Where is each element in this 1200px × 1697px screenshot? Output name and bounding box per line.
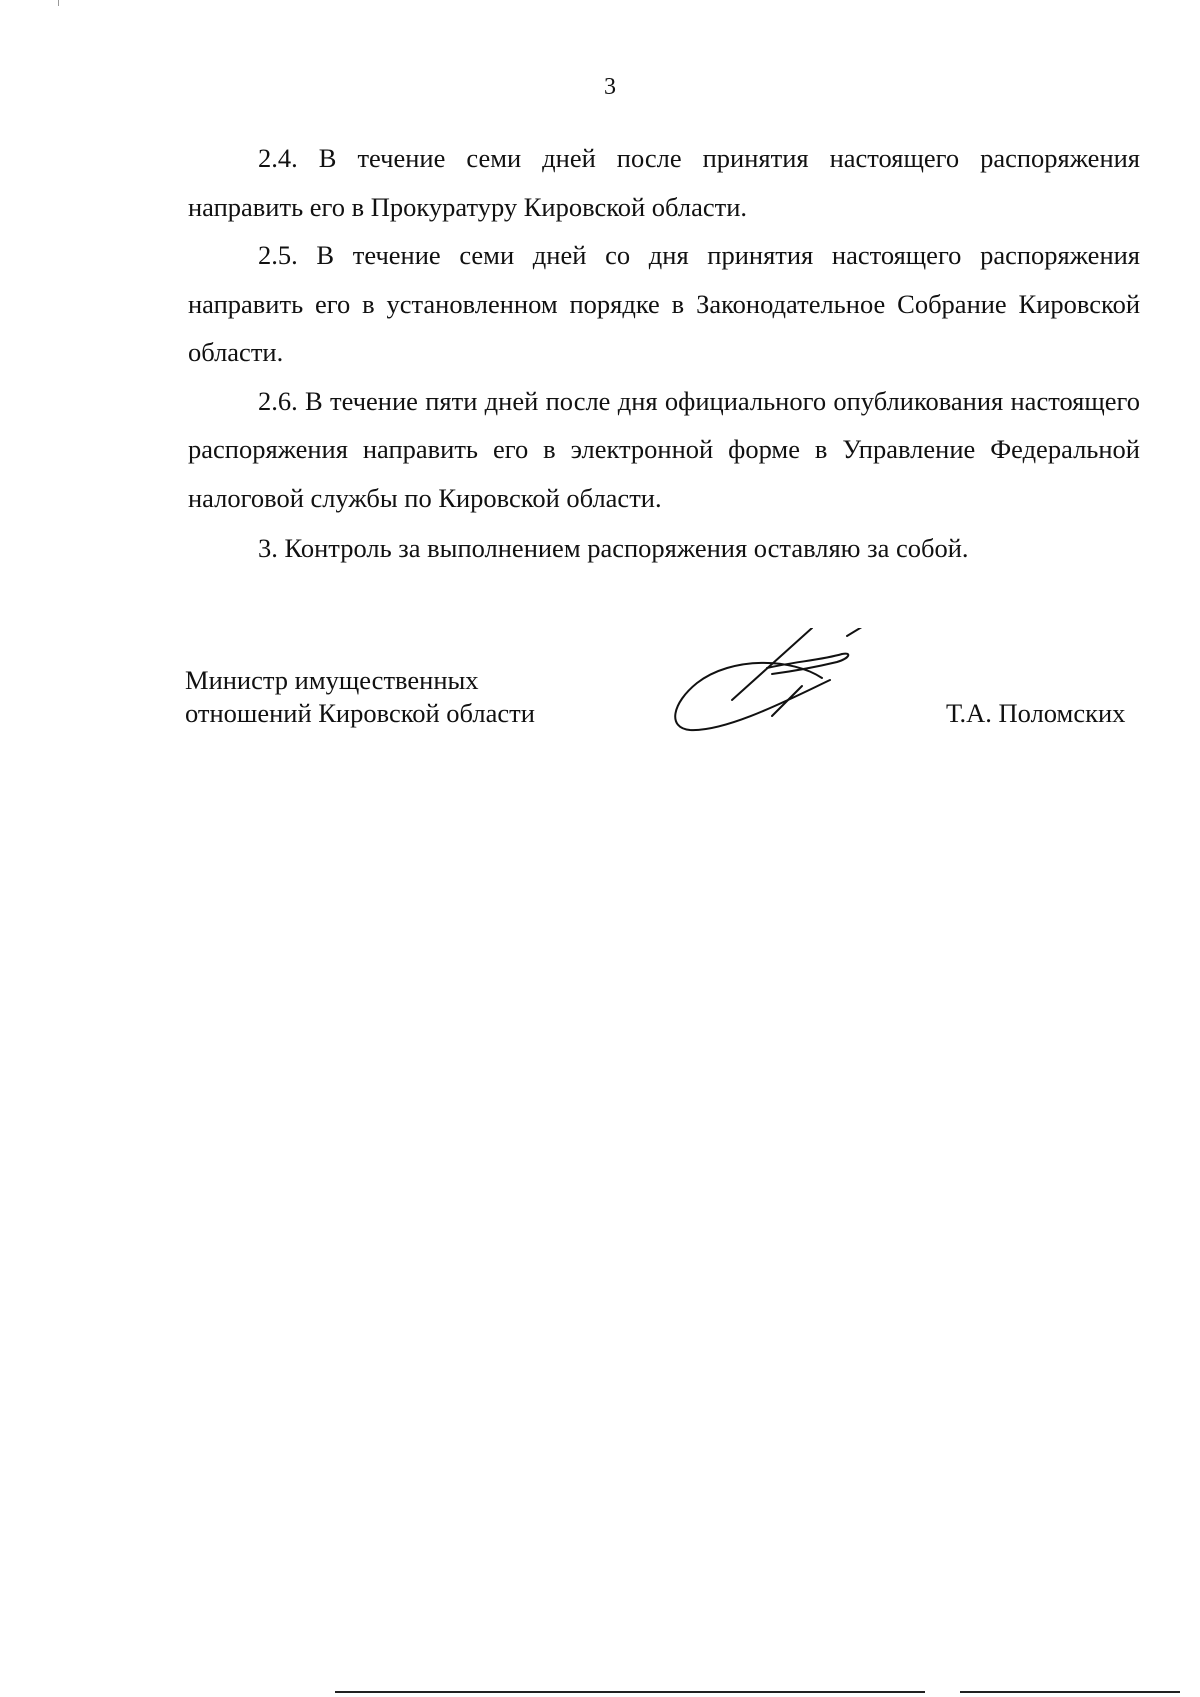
signatory-name: Т.А. Поломских (946, 698, 1126, 728)
scan-bottom-edge (335, 1691, 925, 1693)
signatory-position-line1: Министр имущественных (185, 665, 479, 695)
signatory-position (185, 664, 535, 730)
page-number: 3 (604, 74, 616, 100)
scan-corner-mark (58, 0, 59, 6)
paragraph-2-4: 2.4. В течение семи дней после принятия настоящего распоряжения направить его в Прокуратуру Кировской области. (188, 143, 1140, 222)
document-body (188, 134, 1140, 573)
scan-bottom-edge-right (960, 1691, 1180, 1693)
paragraph-2-5: 2.5. В течение семи дней со дня принятия настоящего распоряжения направить его в установленном порядке в Законодательное Собрание Кировской области. (188, 240, 1140, 367)
handwritten-signature (672, 628, 922, 748)
paragraph-3: 3. Контроль за выполнением распоряжения оставляю за собой. (258, 533, 969, 563)
paragraph-2-6: 2.6. В течение пяти дней после дня официального опубликования настоящего распоряжения направить его в электронной форме в Управление Федеральной налоговой службы по Кировской области. (188, 385, 1140, 513)
signatory-position-line2: отношений Кировской области (185, 698, 535, 728)
